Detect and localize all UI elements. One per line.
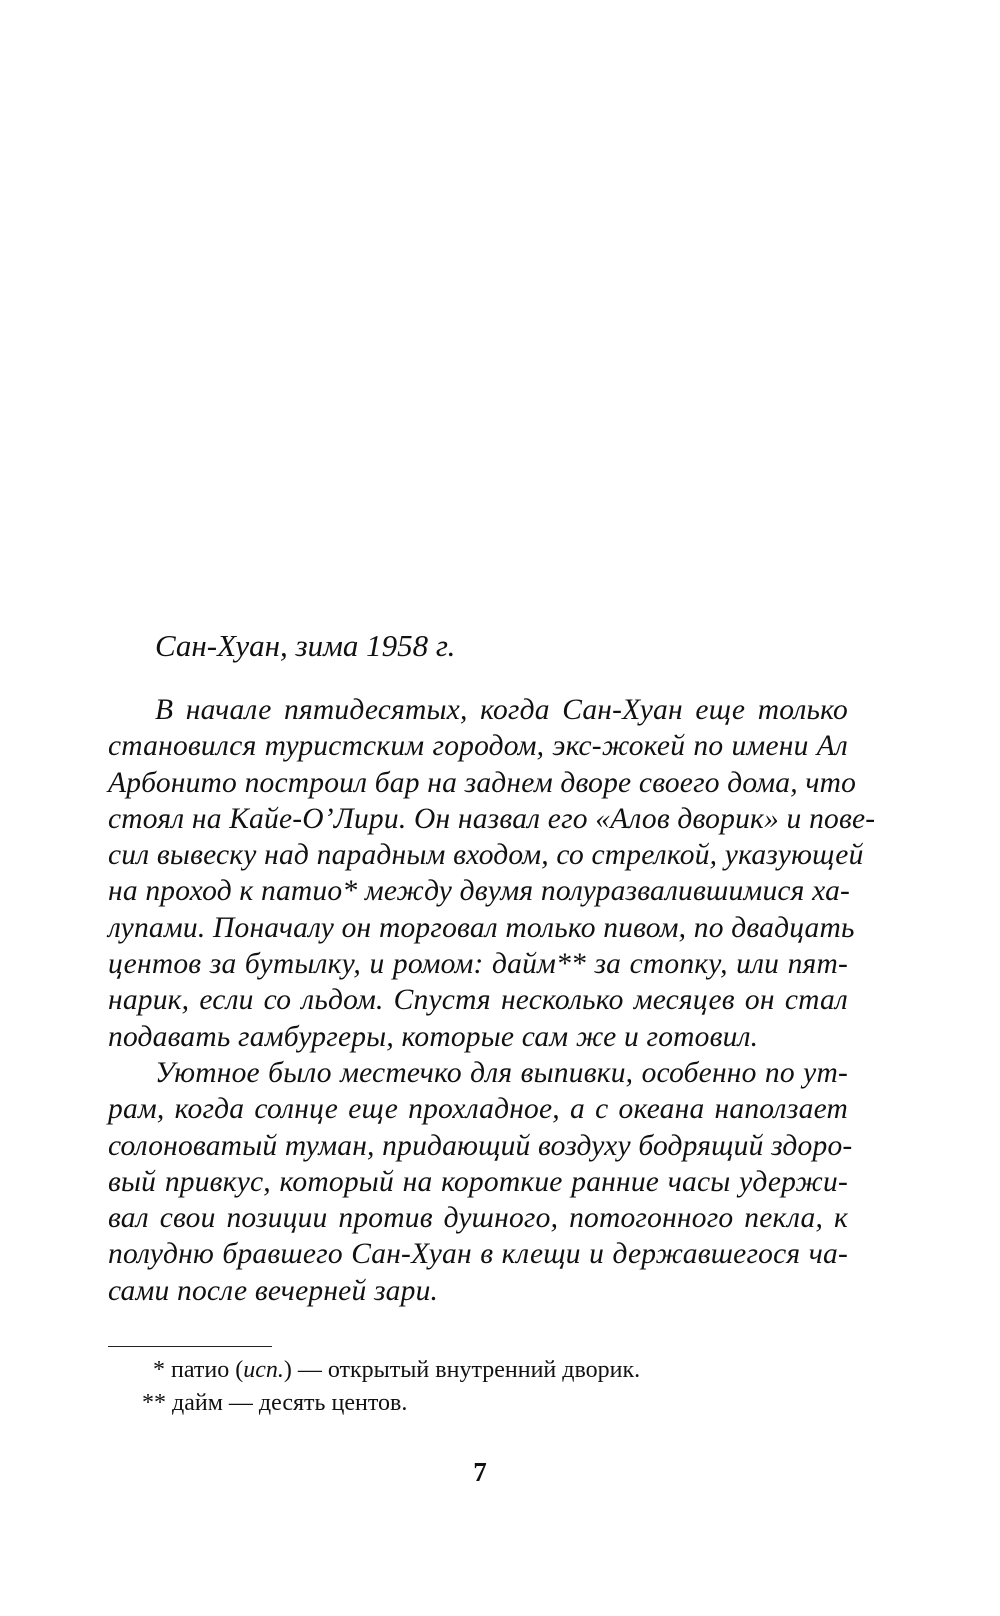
text-line: сами после вечерней зари. <box>108 1274 439 1307</box>
page-number: 7 <box>473 1457 487 1487</box>
footnote-divider <box>108 1346 272 1347</box>
text-line: вал свои позиции против душного, потогонного пекла, к <box>108 1202 848 1235</box>
body-text <box>108 692 876 1309</box>
text-line: солоноватый туман, придающий воздуху бодрящий здоро- <box>108 1129 853 1162</box>
text-line: полудню бравшего Сан-Хуан в клещи и державшегося ча- <box>108 1238 848 1271</box>
text-line: вый привкус, который на короткие ранние часы удержи- <box>108 1165 848 1198</box>
text-line: нарик, если со льдом. Спустя несколько месяцев он стал <box>108 984 848 1017</box>
text-line: В начале пятидесятых, когда Сан-Хуан еще только <box>155 694 848 726</box>
footnote-text: ) — открытый внутренний дворик. <box>283 1357 641 1383</box>
text-line: на проход к патио* между двумя полуразвалившимися ха- <box>108 875 851 908</box>
text-line: рам, когда солнце еще прохладное, а с океана наползает <box>108 1093 848 1126</box>
footnote-text: * патио ( <box>153 1357 244 1383</box>
chapter-heading: Сан-Хуан, зима 1958 г. <box>155 628 456 663</box>
text-line: Арбонито построил бар на заднем дворе своего дома, что <box>108 766 857 799</box>
footnote-abbreviation: исп. <box>243 1357 284 1383</box>
text-line: становился туристским городом, экс-жокей по имени Ал <box>108 730 848 763</box>
footnote-dime: ** дайм — десять центов. <box>142 1390 408 1416</box>
text-line: подавать гамбургеры, которые сам же и готовил. <box>108 1020 759 1053</box>
text-line: стоял на Кайе-О’Лири. Он назвал его «Алов дворик» и пове- <box>108 802 876 835</box>
text-line: Уютное было местечко для выпивки, особенно по ут- <box>155 1056 848 1089</box>
footnote-patio <box>153 1355 640 1385</box>
text-line: центов за бутылку, и ромом: дайм** за стопку, или пят- <box>108 948 848 981</box>
text-line: лупами. Поначалу он торговал только пивом, по двадцать <box>108 911 855 944</box>
text-line: сил вывеску над парадным входом, со стрелкой, указующей <box>108 839 864 872</box>
